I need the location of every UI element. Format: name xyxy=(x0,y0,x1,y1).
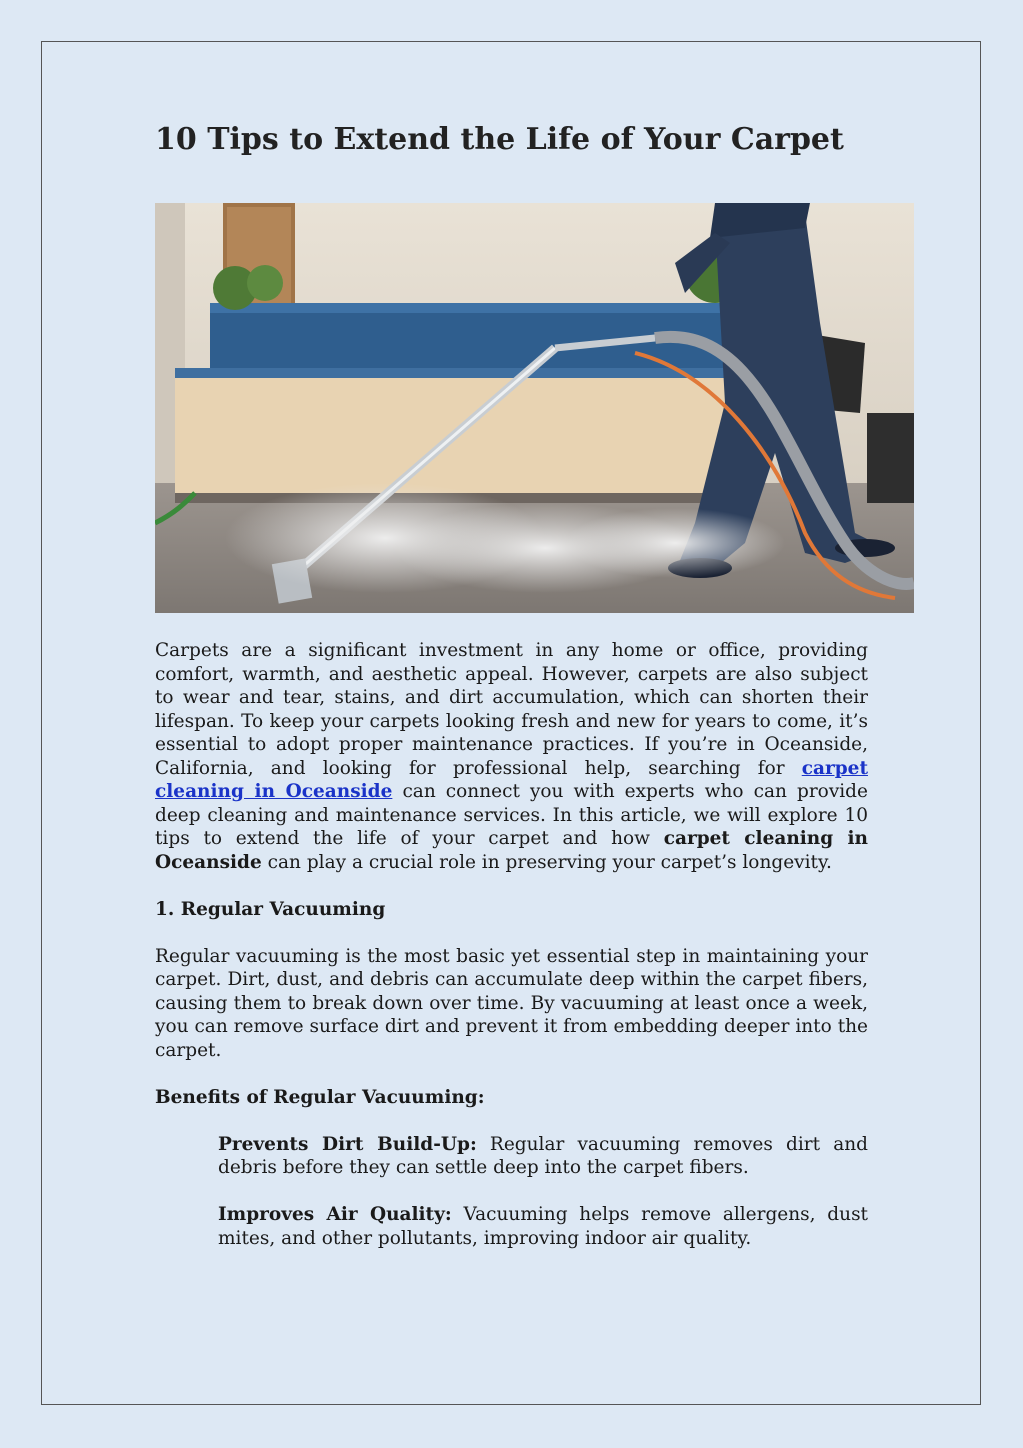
intro-text: Carpets are a significant investment in any home or office, providing comfort, warmth, and aesthetic appeal. However, carpets are also subject to wear and tear, stains, and dirt accumulation, which can shorten their lifespan. To keep your carpets looking fresh and new for years to come, it’s essential to adopt proper maintenance practices. If you’re in Oceanside, California, and looking for professional help, searching for xyxy=(155,640,868,779)
benefit-text: Regular vacuuming removes dirt and debris before they can settle deep into the carpet fibers. xyxy=(218,1133,868,1178)
intro-bold-phrase: carpet cleaning in Oceanside xyxy=(155,828,868,873)
intro-text-continued: can connect you with experts who can provide deep cleaning and maintenance services. In this article, we will explore 10 tips to extend the life of your carpet and how xyxy=(155,781,868,849)
benefits-heading: Benefits of Regular Vacuuming: xyxy=(155,1086,485,1108)
article-body xyxy=(155,639,868,1250)
carpet-cleaning-photo xyxy=(155,203,914,613)
intro-ending: can play a crucial role in preserving your carpet’s longevity. xyxy=(267,851,832,873)
carpet-cleaning-link[interactable]: carpet cleaning in Oceanside xyxy=(155,757,868,802)
benefit-text: Vacuuming helps remove allergens, dust mites, and other pollutants, improving indoor air quality. xyxy=(218,1204,868,1249)
benefit-item xyxy=(218,1203,868,1250)
intro-paragraph xyxy=(155,639,868,874)
section-1-paragraph: Regular vacuuming is the most basic yet essential step in maintaining your carpet. Dirt, dust, and debris can accumulate deep within the carpet fibers, causing them to break down over time. By vacuuming at least once a week, you can remove surface dirt and prevent it from embedding deeper into the carpet. xyxy=(155,945,868,1061)
article xyxy=(155,118,868,1249)
section-1-heading: 1. Regular Vacuuming xyxy=(155,898,386,920)
benefit-item xyxy=(218,1133,868,1180)
benefit-label: Prevents Dirt Build-Up: xyxy=(218,1133,477,1155)
page-title: 10 Tips to Extend the Life of Your Carpet xyxy=(155,122,844,157)
benefit-label: Improves Air Quality: xyxy=(218,1204,452,1225)
